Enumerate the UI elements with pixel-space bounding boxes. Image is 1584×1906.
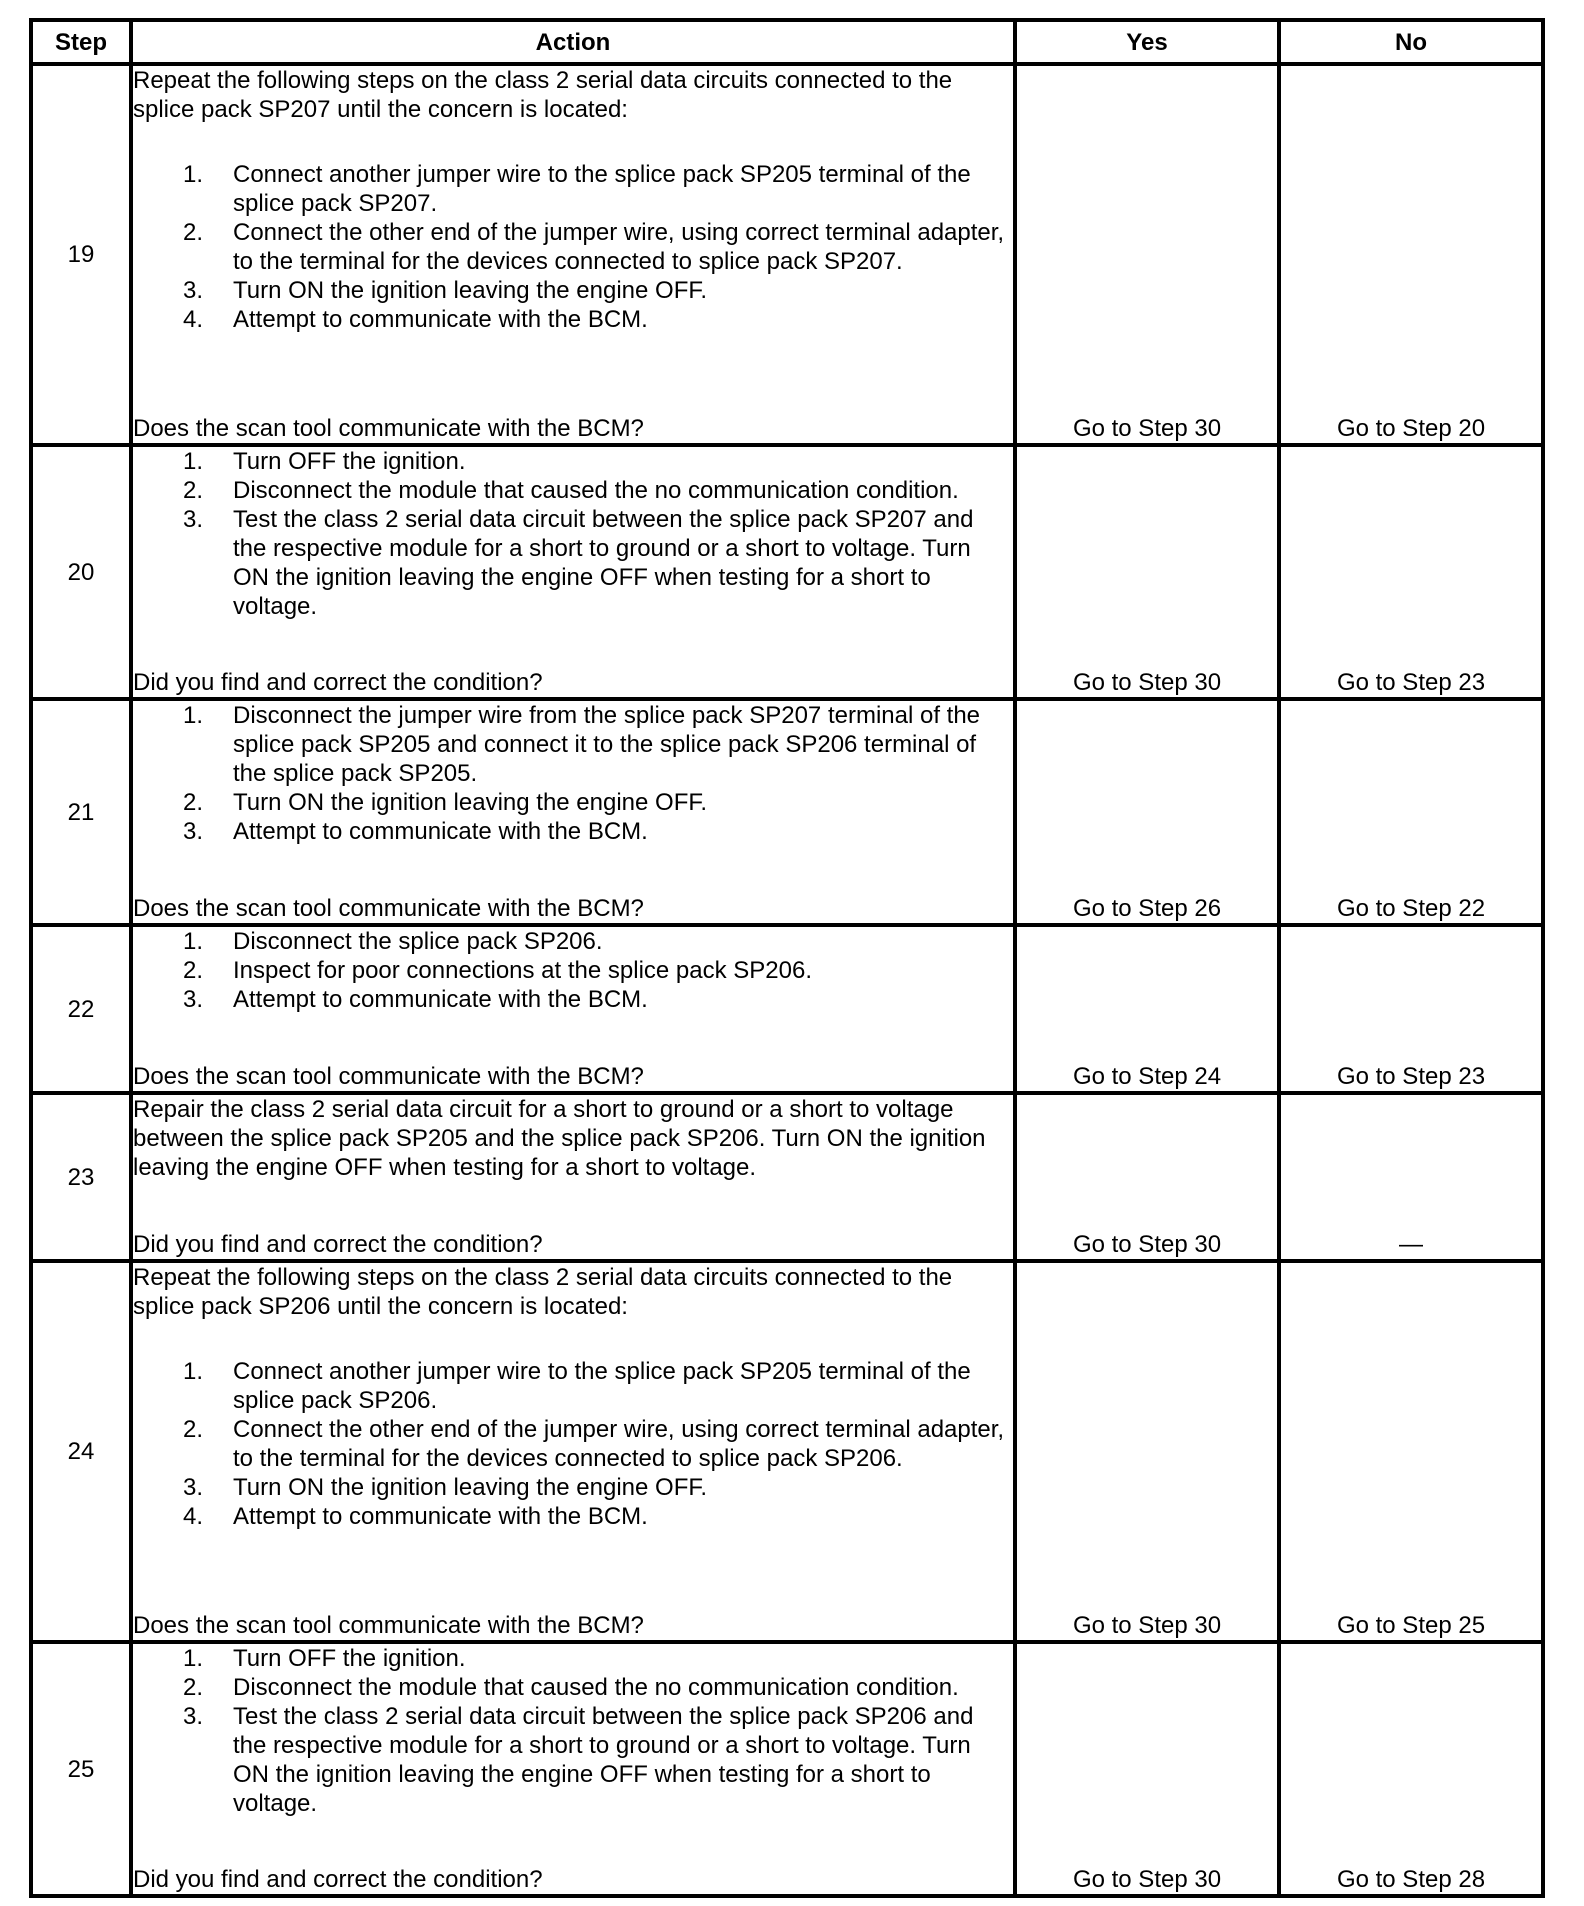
action-steps — [133, 160, 1013, 334]
step-number: 25 — [31, 1642, 131, 1896]
yes-result: Go to Step 30 — [1015, 445, 1279, 699]
list-item — [133, 1473, 1013, 1502]
action-cell — [131, 925, 1015, 1093]
spacer — [133, 124, 1013, 160]
table-row — [31, 925, 1543, 1093]
yes-result: Go to Step 26 — [1015, 699, 1279, 925]
header-no: No — [1279, 20, 1543, 64]
list-item-text: Turn OFF the ignition. — [233, 1645, 466, 1672]
header-action: Action — [131, 20, 1015, 64]
list-item-number: 3. — [183, 1703, 204, 1730]
list-item — [133, 701, 1013, 788]
list-item-text: Attempt to communicate with the BCM. — [233, 306, 648, 333]
step-number: 20 — [31, 445, 131, 699]
list-item — [133, 505, 1013, 621]
action-cell — [131, 1642, 1015, 1896]
list-item-number: 3. — [183, 818, 204, 845]
action-intro: Repair the class 2 serial data circuit for a short to ground or a short to voltage between the splice pack SP205 and the splice pack SP206. Turn ON the ignition leaving the engine OFF when testing for a short to voltage. — [133, 1096, 986, 1181]
list-item-text: Turn ON the ignition leaving the engine OFF. — [233, 1474, 708, 1501]
list-item — [133, 1502, 1013, 1531]
no-result: Go to Step 23 — [1279, 445, 1543, 699]
yes-result: Go to Step 30 — [1015, 1642, 1279, 1896]
list-item — [133, 817, 1013, 846]
action-steps — [133, 447, 1013, 621]
action-cell — [131, 445, 1015, 699]
list-item-text: Connect another jumper wire to the splice pack SP205 terminal of the splice pack SP207. — [233, 161, 971, 217]
action-intro: Repeat the following steps on the class 2 serial data circuits connected to the splice pack SP207 until the concern is located: — [133, 67, 953, 123]
list-item-number: 1. — [183, 1645, 204, 1672]
table-row — [31, 1642, 1543, 1896]
header-row — [31, 20, 1543, 64]
step-number: 21 — [31, 699, 131, 925]
list-item-number: 1. — [183, 1358, 204, 1385]
action-steps — [133, 701, 1013, 846]
list-item-number: 2. — [183, 219, 204, 246]
list-item — [133, 305, 1013, 334]
list-item-text: Attempt to communicate with the BCM. — [233, 818, 648, 845]
list-item-text: Turn OFF the ignition. — [233, 448, 466, 475]
table-row — [31, 1093, 1543, 1261]
table-row — [31, 445, 1543, 699]
list-item-number: 3. — [183, 506, 204, 533]
action-question: Does the scan tool communicate with the BCM? — [133, 1612, 644, 1639]
step-number: 24 — [31, 1261, 131, 1642]
no-result: Go to Step 20 — [1279, 64, 1543, 445]
no-result: Go to Step 23 — [1279, 925, 1543, 1093]
list-item — [133, 1415, 1013, 1473]
action-cell — [131, 1261, 1015, 1642]
list-item-text: Turn ON the ignition leaving the engine OFF. — [233, 277, 708, 304]
list-item-text: Turn ON the ignition leaving the engine OFF. — [233, 789, 708, 816]
list-item-number: 4. — [183, 306, 204, 333]
action-cell — [131, 64, 1015, 445]
action-steps — [133, 1644, 1013, 1818]
yes-result: Go to Step 30 — [1015, 64, 1279, 445]
list-item — [133, 476, 1013, 505]
no-result: Go to Step 28 — [1279, 1642, 1543, 1896]
step-number: 23 — [31, 1093, 131, 1261]
yes-result: Go to Step 24 — [1015, 925, 1279, 1093]
list-item-text: Test the class 2 serial data circuit between the splice pack SP207 and the respective module for a short to ground or a short to voltage. Turn ON the ignition leaving the engine OFF when testing for a short to voltage. — [233, 506, 974, 620]
action-question: Did you find and correct the condition? — [133, 1231, 543, 1258]
list-item — [133, 160, 1013, 218]
table-row — [31, 64, 1543, 445]
list-item-number: 1. — [183, 702, 204, 729]
list-item-number: 1. — [183, 161, 204, 188]
step-number: 22 — [31, 925, 131, 1093]
yes-result: Go to Step 30 — [1015, 1093, 1279, 1261]
list-item-number: 1. — [183, 448, 204, 475]
list-item — [133, 1644, 1013, 1673]
table-row — [31, 1261, 1543, 1642]
list-item-text: Inspect for poor connections at the splice pack SP206. — [233, 957, 813, 984]
yes-result: Go to Step 30 — [1015, 1261, 1279, 1642]
list-item-text: Connect the other end of the jumper wire, using correct terminal adapter, to the terminal for the devices connected to splice pack SP207. — [233, 219, 1005, 275]
list-item-text: Disconnect the module that caused the no communication condition. — [233, 1674, 959, 1701]
list-item-text: Connect another jumper wire to the splice pack SP205 terminal of the splice pack SP206. — [233, 1358, 971, 1414]
list-item-number: 4. — [183, 1503, 204, 1530]
action-question: Does the scan tool communicate with the BCM? — [133, 1063, 644, 1090]
list-item-number: 2. — [183, 477, 204, 504]
list-item — [133, 927, 1013, 956]
action-question: Does the scan tool communicate with the BCM? — [133, 415, 644, 442]
list-item — [133, 276, 1013, 305]
list-item — [133, 1702, 1013, 1818]
action-cell — [131, 699, 1015, 925]
list-item-text: Disconnect the jumper wire from the splice pack SP207 terminal of the splice pack SP205 and connect it to the splice pack SP206 terminal of the splice pack SP205. — [233, 702, 981, 787]
list-item-text: Attempt to communicate with the BCM. — [233, 986, 648, 1013]
list-item — [133, 788, 1013, 817]
spacer — [133, 1321, 1013, 1357]
list-item — [133, 1357, 1013, 1415]
table-row — [31, 699, 1543, 925]
step-number: 19 — [31, 64, 131, 445]
list-item-text: Test the class 2 serial data circuit between the splice pack SP206 and the respective module for a short to ground or a short to voltage. Turn ON the ignition leaving the engine OFF when testing for a short to voltage. — [233, 1703, 974, 1817]
action-question: Did you find and correct the condition? — [133, 1866, 543, 1893]
diagnostic-table — [29, 18, 1545, 1898]
list-item-number: 2. — [183, 789, 204, 816]
list-item-number: 3. — [183, 1474, 204, 1501]
header-yes: Yes — [1015, 20, 1279, 64]
action-intro: Repeat the following steps on the class 2 serial data circuits connected to the splice pack SP206 until the concern is located: — [133, 1264, 953, 1320]
list-item — [133, 956, 1013, 985]
header-step: Step — [31, 20, 131, 64]
list-item — [133, 447, 1013, 476]
list-item — [133, 218, 1013, 276]
no-result: Go to Step 25 — [1279, 1261, 1543, 1642]
list-item-number: 1. — [183, 928, 204, 955]
action-cell — [131, 1093, 1015, 1261]
list-item-text: Connect the other end of the jumper wire, using correct terminal adapter, to the terminal for the devices connected to splice pack SP206. — [233, 1416, 1005, 1472]
list-item-number: 2. — [183, 1674, 204, 1701]
list-item — [133, 985, 1013, 1014]
list-item-number: 3. — [183, 986, 204, 1013]
list-item-text: Attempt to communicate with the BCM. — [233, 1503, 648, 1530]
list-item-text: Disconnect the splice pack SP206. — [233, 928, 603, 955]
list-item-number: 2. — [183, 957, 204, 984]
no-result: Go to Step 22 — [1279, 699, 1543, 925]
action-steps — [133, 927, 1013, 1014]
list-item — [133, 1673, 1013, 1702]
list-item-number: 2. — [183, 1416, 204, 1443]
no-result: — — [1279, 1093, 1543, 1261]
action-question: Did you find and correct the condition? — [133, 669, 543, 696]
action-question: Does the scan tool communicate with the BCM? — [133, 895, 644, 922]
action-steps — [133, 1357, 1013, 1531]
list-item-number: 3. — [183, 277, 204, 304]
list-item-text: Disconnect the module that caused the no communication condition. — [233, 477, 959, 504]
